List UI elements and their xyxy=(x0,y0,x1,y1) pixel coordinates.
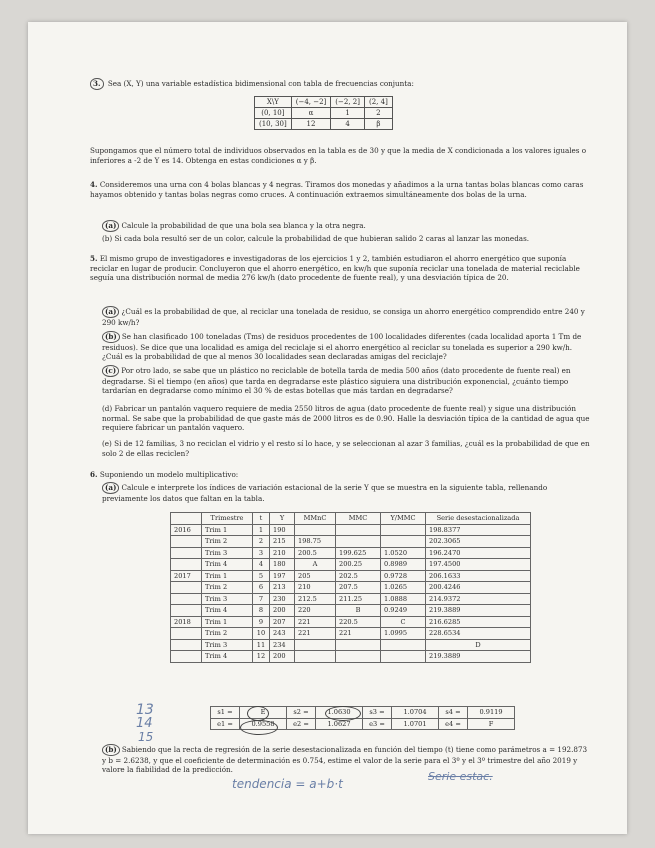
table-cell: 207.5 xyxy=(336,582,381,594)
table-cell: 199.625 xyxy=(336,547,381,559)
exam-page xyxy=(28,22,627,834)
table-cell: 210 xyxy=(295,582,336,594)
table-cell: Trim 3 xyxy=(202,593,253,605)
q3-text: Supongamos que el número total de individuos observados en la tabla es de 30 y que la media de X condicionada a los valores iguales o inferiores a -2 de Y es 14. Obtenga en estas condiciones α y β. xyxy=(90,146,587,165)
table-cell: 200.4246 xyxy=(426,582,531,594)
table-row xyxy=(171,524,531,536)
table-cell: 1.0520 xyxy=(381,547,426,559)
index-value: F xyxy=(468,718,515,730)
table-cell xyxy=(336,536,381,548)
table-cell: 200.25 xyxy=(336,559,381,571)
q5-item-b: (b) Se han clasificado 100 toneladas (Tms) de residuos procedentes de 100 localidades diferentes (cada localidad aporta 1 Tm de residuos). Se dice que una localidad es amiga del reciclaje si el ahorro energético al reciclar su tonelada es superior a 290 kw/h. ¿Cuál es la probabilidad de que al menos 30 localidades sean declaradas amigas del reciclaje? xyxy=(102,332,582,362)
table-cell xyxy=(171,628,202,640)
table-header-cell: MMnC xyxy=(295,513,336,525)
table-row xyxy=(171,570,531,582)
handwritten-circle xyxy=(325,706,361,721)
table-header-cell: Trimestre xyxy=(202,513,253,525)
table-cell: Trim 3 xyxy=(202,547,253,559)
table-cell: 220 xyxy=(295,605,336,617)
table-cell: 221 xyxy=(336,628,381,640)
table-cell: 214.9372 xyxy=(426,593,531,605)
index-value: 1.0704 xyxy=(392,707,439,719)
table-cell: 5 xyxy=(253,570,270,582)
table-header-cell: t xyxy=(253,513,270,525)
index-label: s2 = xyxy=(287,707,316,719)
table-cell: 190 xyxy=(270,524,295,536)
table-cell: 0.8989 xyxy=(381,559,426,571)
table-cell: 207 xyxy=(270,616,295,628)
table-cell xyxy=(171,547,202,559)
table-header-cell: Serie desestacionalizada xyxy=(426,513,531,525)
table-cell: B xyxy=(336,605,381,617)
table-cell xyxy=(171,536,202,548)
table-row xyxy=(171,559,531,571)
handwritten-number: 15 xyxy=(138,730,154,744)
table-cell: 198.75 xyxy=(295,536,336,548)
table-cell: D xyxy=(426,639,531,651)
table-cell: Trim 1 xyxy=(202,570,253,582)
table-cell: 4 xyxy=(253,559,270,571)
table-row xyxy=(171,651,531,663)
handwritten-circle xyxy=(247,706,269,721)
table-cell: 210 xyxy=(270,547,295,559)
table-cell: 2017 xyxy=(171,570,202,582)
table-cell: Trim 4 xyxy=(202,651,253,663)
table-cell: 202.5 xyxy=(336,570,381,582)
table-header-cell: Y/MMC xyxy=(381,513,426,525)
table-cell: Trim 4 xyxy=(202,559,253,571)
table-cell: 12 xyxy=(253,651,270,663)
table-cell xyxy=(295,639,336,651)
table-cell: 219.3889 xyxy=(426,651,531,663)
handwritten-formula: tendencia = a+b·t xyxy=(232,777,343,791)
table-cell xyxy=(171,559,202,571)
q4-item-a: (a) Calcule la probabilidad de que una bola sea blanca y la otra negra. xyxy=(102,220,590,232)
seasonal-series-table xyxy=(170,512,531,663)
table-cell: 215 xyxy=(270,536,295,548)
table-row xyxy=(171,536,531,548)
q3-intro xyxy=(90,78,590,90)
table-cell xyxy=(171,582,202,594)
table-cell: 230 xyxy=(270,593,295,605)
table-cell: A xyxy=(295,559,336,571)
table-cell: 202.3065 xyxy=(426,536,531,548)
table-cell xyxy=(336,651,381,663)
table-cell: 2018 xyxy=(171,616,202,628)
table-cell: 1 xyxy=(253,524,270,536)
q4-item-b: (b) Si cada bola resultó ser de un color, calcule la probabilidad de que hubieran salido 2 caras al lanzar las monedas. xyxy=(102,234,530,243)
table-cell: 11 xyxy=(253,639,270,651)
table-cell: 200 xyxy=(270,605,295,617)
table-cell: 206.1633 xyxy=(426,570,531,582)
table-header-cell xyxy=(171,513,202,525)
index-label: e2 = xyxy=(287,718,316,730)
table-cell xyxy=(381,651,426,663)
table-row xyxy=(171,639,531,651)
q5-intro: 5. El mismo grupo de investigadores e investigadoras de los ejercicios 1 y 2, también estudiaron el ahorro energético que suponía reciclar en lugar de producir. Concluyeron que el ahorro energético, en kw/h que suponía reciclar una tonelada de material reciclable seguía una distribución normal de media 276 kw/h (dato procedente de fuente real), y una desviación típica de 20. xyxy=(90,254,580,283)
q3-intro-text: Sea (X, Y) una variable estadística bidimensional con tabla de frecuencias conjunta: xyxy=(107,79,414,88)
q5-item-d: (d) Fabricar un pantalón vaquero requiere de media 2550 litros de agua (dato procedente de fuente real) y sigue una distribución normal. Se sabe que la probabilidad de que gaste más de 2000 litros es de 0.90. Halle la desviación típica de la cantidad de agua que requiere fabricar un pantalón vaquero. xyxy=(102,404,590,433)
table-cell: 213 xyxy=(270,582,295,594)
table-cell: 1.0265 xyxy=(381,582,426,594)
q5-item-a: (a) ¿Cuál es la probabilidad de que, al reciclar una tonelada de residuo, se consiga un ahorro energético comprendido entre 240 y 290 kw/h? xyxy=(102,307,585,327)
table-cell: Trim 1 xyxy=(202,616,253,628)
q6-item-a: (a) Calcule e interprete los índices de variación estacional de la serie Y que se muestra en la siguiente tabla, rellenando previamente los datos que faltan en la tabla. xyxy=(102,483,548,503)
q3-number: 3. xyxy=(90,78,104,90)
table-cell: 6 xyxy=(253,582,270,594)
table-row xyxy=(171,616,531,628)
table-cell: 200.5 xyxy=(295,547,336,559)
table-cell: 243 xyxy=(270,628,295,640)
table-cell: 212.5 xyxy=(295,593,336,605)
table-cell: 1.0995 xyxy=(381,628,426,640)
table-cell xyxy=(336,524,381,536)
index-value: 0.9558 xyxy=(240,718,287,730)
index-label: s1 = xyxy=(211,707,240,719)
table-cell xyxy=(295,524,336,536)
table-cell: 220.5 xyxy=(336,616,381,628)
table-cell: 216.6285 xyxy=(426,616,531,628)
table-cell: 228.6534 xyxy=(426,628,531,640)
q5-item-c: (c) Por otro lado, se sabe que un plástico no reciclable de botella tarda de media 500 años (dato procedente de fuente real) en degradarse. Si el tiempo (en años) que tarda en degradarse este plástico siguiera una distribución exponencial, ¿cuánto tiempo tardarían en degradarse como mínimo el 30 % de estas botellas que más tardan en degradarse? xyxy=(102,366,571,396)
table-cell: 211.25 xyxy=(336,593,381,605)
table-cell: 1.0888 xyxy=(381,593,426,605)
handwritten-circle xyxy=(240,720,278,735)
handwritten-scribble: Serie estac. xyxy=(428,770,493,783)
table-cell xyxy=(381,536,426,548)
table-cell xyxy=(336,639,381,651)
handwritten-number: 14 xyxy=(136,716,153,731)
table-cell: 197 xyxy=(270,570,295,582)
table-cell: Trim 2 xyxy=(202,582,253,594)
table-cell xyxy=(381,639,426,651)
q6-intro: 6. Suponiendo un modelo multiplicativo: xyxy=(90,470,239,479)
table-cell: Trim 2 xyxy=(202,628,253,640)
table-cell: 205 xyxy=(295,570,336,582)
table-row xyxy=(171,547,531,559)
index-value: E xyxy=(240,707,287,719)
index-label: s4 = xyxy=(439,707,468,719)
table-cell xyxy=(295,651,336,663)
table-cell xyxy=(171,651,202,663)
table-cell: 198.8377 xyxy=(426,524,531,536)
table-row xyxy=(171,593,531,605)
table-cell: 219.3889 xyxy=(426,605,531,617)
table-cell: 234 xyxy=(270,639,295,651)
table-cell: 0.9249 xyxy=(381,605,426,617)
table-cell xyxy=(171,605,202,617)
table-cell: 196.2470 xyxy=(426,547,531,559)
q3-frequency-table: X\Y (−4, −2] (−2, 2] (2, 4] (0, 10] α 1 2 (10, 30] 12 4 β xyxy=(254,96,393,130)
index-label: s3 = xyxy=(363,707,392,719)
table-cell: 197.4500 xyxy=(426,559,531,571)
table-cell: C xyxy=(381,616,426,628)
table-cell: 2 xyxy=(253,536,270,548)
table-row xyxy=(171,628,531,640)
handwritten-number: 13 xyxy=(136,702,154,718)
index-value: 1.0701 xyxy=(392,718,439,730)
q5-item-e: (e) Si de 12 familias, 3 no reciclan el vidrio y el resto sí lo hace, y se seleccionan al azar 3 familias, ¿cuál es la probabilidad de que en solo 2 de ellas reciclen? xyxy=(102,439,590,458)
table-cell: 200 xyxy=(270,651,295,663)
table-header-row xyxy=(171,513,531,525)
table-cell: 8 xyxy=(253,605,270,617)
table-cell: 10 xyxy=(253,628,270,640)
table-cell: 221 xyxy=(295,616,336,628)
table-header-cell: MMC xyxy=(336,513,381,525)
table-row xyxy=(171,605,531,617)
table-cell: 9 xyxy=(253,616,270,628)
index-label: e1 = xyxy=(211,718,240,730)
table-cell: 2016 xyxy=(171,524,202,536)
table-cell: 180 xyxy=(270,559,295,571)
table-cell: Trim 4 xyxy=(202,605,253,617)
q6-item-b: (b) Sabiendo que la recta de regresión de la serie desestacionalizada en función del tiempo (t) tiene como parámetros a = 192.873 y b = 2.6238, y que el coeficiente de determinación es 0.754, estime el valor de la serie para el 3º y el 3º trimestre del año 2019 y valore la fiabilidad de la predicción. xyxy=(102,745,588,775)
index-value: 1.0627 xyxy=(316,718,363,730)
table-header-cell: Y xyxy=(270,513,295,525)
table-cell: 3 xyxy=(253,547,270,559)
table-cell: 7 xyxy=(253,593,270,605)
index-label: e4 = xyxy=(439,718,468,730)
table-cell xyxy=(171,639,202,651)
table-cell: 221 xyxy=(295,628,336,640)
table-row xyxy=(171,582,531,594)
table-cell: Trim 2 xyxy=(202,536,253,548)
table-cell: Trim 1 xyxy=(202,524,253,536)
q4-intro: 4. Consideremos una urna con 4 bolas blancas y 4 negras. Tiramos dos monedas y añadimos a la urna tantas bolas blancas como caras hayamos obtenido y tantas bolas negras como cruces. A continuación extraemos simultáneamente dos bolas de la urna. xyxy=(90,180,584,199)
table-cell: 0.9728 xyxy=(381,570,426,582)
index-label: e3 = xyxy=(363,718,392,730)
table-cell xyxy=(171,593,202,605)
index-value: 1.0630 xyxy=(316,707,363,719)
table-cell xyxy=(381,524,426,536)
index-value: 0.9119 xyxy=(468,707,515,719)
table-cell: Trim 3 xyxy=(202,639,253,651)
